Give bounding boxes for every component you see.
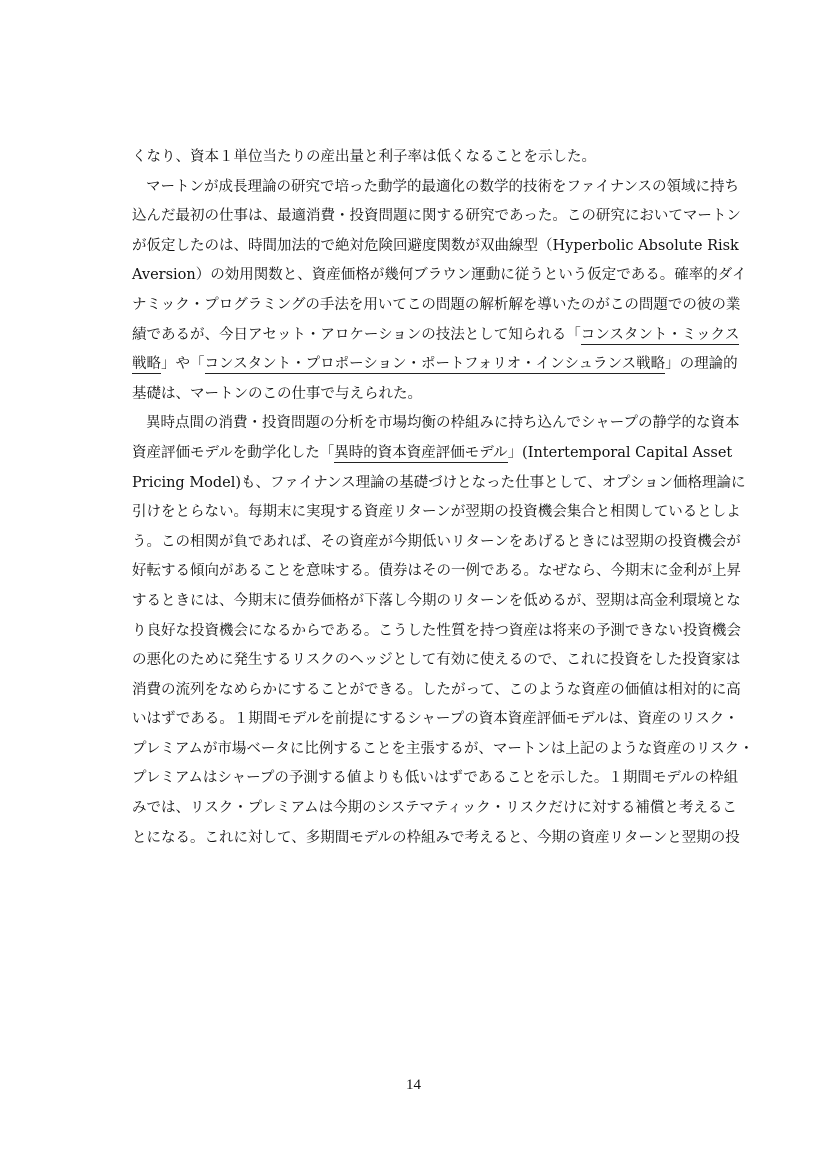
text-span: 」や「	[161, 356, 205, 373]
paragraph	[132, 143, 727, 173]
text-line: くなり、資本１単位当たりの産出量と利子率は低くなることを示した。	[132, 149, 596, 165]
text-line: するときには、今期末に債券価格が下落し今期のリターンを低めるが、翌期は高金利環境とな	[132, 592, 741, 609]
text-line: 消費の流列をなめらかにすることができる。したがって、このような資産の価値は相対的に高	[132, 681, 741, 698]
text-line: とになる。これに対して、多期間モデルの枠組みで考えると、今期の資産リターンと翌期の投	[132, 829, 740, 846]
text-line: ナミック・プログラミングの手法を用いてこの問題の解析解を導いたのがこの問題での彼の業	[132, 296, 741, 313]
text-line: いはずである。１期間モデルを前提にするシャープの資本資産評価モデルは、資産のリスク・	[132, 711, 739, 728]
paragraph	[132, 409, 754, 853]
text-line: みでは、リスク・プレミアムは今期のシステマティック・リスクだけに対する補償と考えるこ	[132, 800, 737, 817]
text-line: 込んだ最初の仕事は、最適消費・投資問題に関する研究であった。この研究においてマートン	[132, 208, 741, 225]
text-line	[132, 350, 738, 380]
text-line: Pricing Model)も、ファイナンス理論の基礎づけとなった仕事として、オプション価格理論に	[132, 474, 746, 491]
text-line: が仮定したのは、時間加法的で絶対危険回避度関数が双曲線型（Hyperbolic Absolute Risk	[132, 237, 739, 254]
underlined-term: 戦略	[132, 356, 161, 373]
text-span: 」(Intertemporal Capital Asset	[507, 444, 733, 461]
text-line: 異時点間の消費・投資問題の分析を市場均衡の枠組みに持ち込んでシャープの静学的な資本	[146, 415, 740, 432]
text-line	[132, 439, 733, 469]
text-line: マートンが成長理論の研究で培った動学的最適化の数学的技術をファイナンスの領域に持ち	[146, 178, 740, 195]
underlined-term: コンスタント・ミックス	[580, 326, 740, 343]
text-line	[132, 321, 740, 351]
text-span: 績であるが、今日アセット・アロケーションの技法として知られる「	[132, 326, 581, 343]
underlined-term: 異時的資本資産評価モデル	[334, 444, 508, 461]
page-number: 14	[406, 1077, 421, 1093]
text-line: 好転する傾向があることを意味する。債券はその一例である。なぜなら、今期末に金利が上昇	[132, 563, 741, 580]
paragraph	[132, 173, 747, 410]
text-line: プレミアムが市場ベータに比例することを主張するが、マートンは上記のような資産のリスク・	[132, 740, 754, 757]
text-line: う。この相関が負であれば、その資産が今期低いリターンをあげるときには翌期の投資機会が	[132, 533, 741, 550]
text-line: Aversion）の効用関数と、資産価格が幾何ブラウン運動に従うという仮定である。確率的ダイ	[132, 267, 747, 284]
body-text	[132, 143, 754, 853]
text-line: プレミアムはシャープの予測する値よりも低いはずであることを示した。１期間モデルの枠組	[132, 770, 739, 787]
text-span: 」の理論的	[665, 356, 738, 373]
text-line: 引けをとらない。每期末に実現する資産リターンが翌期の投資機会集合と相関しているとしよ	[132, 504, 741, 521]
text-line: の悪化のために発生するリスクのヘッジとして有効に使えるので、これに投資をした投資家は	[132, 652, 741, 669]
text-span: 資産評価モデルを動学化した「	[132, 444, 335, 461]
underlined-term: コンスタント・プロポーション・ポートフォリオ・インシュランス戦略	[204, 356, 666, 373]
text-line: 基礎は、マートンのこの仕事で与えられた。	[132, 385, 422, 402]
text-line: り良好な投資機会になるからである。こうした性質を持つ資産は将来の予測できない投資機会	[132, 622, 741, 639]
